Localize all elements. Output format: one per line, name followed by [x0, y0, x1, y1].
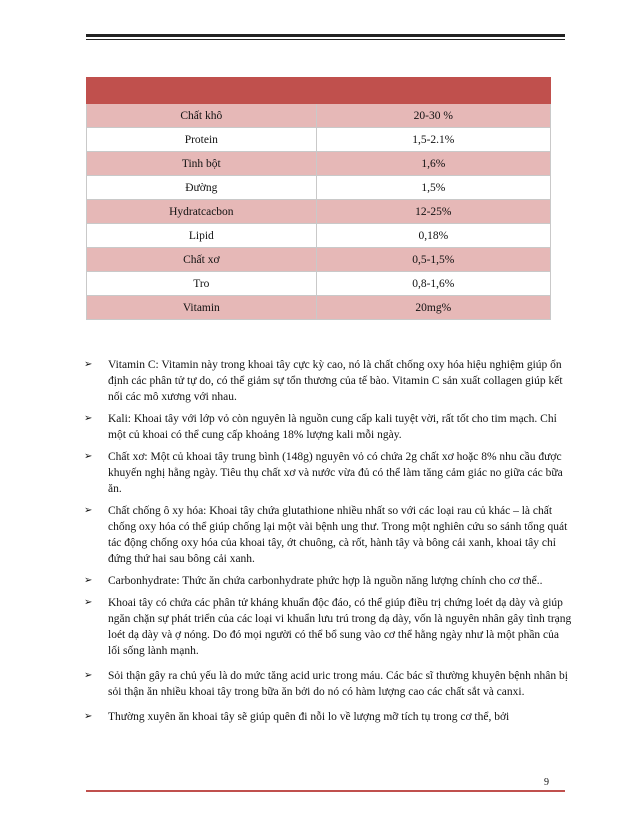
- component-value-cell: 1,5%: [316, 176, 550, 200]
- page-number: 9: [544, 777, 549, 788]
- header-rule: [86, 34, 565, 37]
- table-row: [87, 200, 551, 224]
- component-name-cell: Chất khô: [87, 104, 317, 128]
- table-row: [87, 272, 551, 296]
- component-value-cell: 1,5-2.1%: [316, 128, 550, 152]
- bullet-text: Carbonhydrate: Thức ăn chứa carbonhydrate phức hợp là nguồn năng lượng chính cho cơ thể..: [108, 575, 543, 587]
- list-item: [84, 503, 572, 567]
- table-row: [87, 296, 551, 320]
- component-name-cell: Vitamin: [87, 296, 317, 320]
- component-name-cell: Tinh bột: [87, 152, 317, 176]
- component-value-cell: 12-25%: [316, 200, 550, 224]
- component-name-cell: Lipid: [87, 224, 317, 248]
- arrow-bullet-icon: ➢: [84, 597, 93, 608]
- component-value-cell: 1,6%: [316, 152, 550, 176]
- component-name-cell: Protein: [87, 128, 317, 152]
- bullet-text: Chất xơ: Một củ khoai tây trung bình (148g) nguyên vỏ có chứa 2g chất xơ hoặc 8% nhu cầu được khuyến nghị hằng ngày. Tiêu thụ chất xơ và nước vừa đủ có thể làm tăng cảm giác no giữa các bữa ăn.: [108, 451, 563, 495]
- bullet-text: Thường xuyên ăn khoai tây sẽ giúp quên đi nỗi lo về lượng mỡ tích tụ trong cơ thể, bởi: [108, 711, 510, 723]
- component-value-cell: 0,8-1,6%: [316, 272, 550, 296]
- list-item: [84, 595, 572, 659]
- list-item: [84, 357, 572, 405]
- bullet-text: Vitamin C: Vitamin này trong khoai tây cực kỳ cao, nó là chất chống oxy hóa hiệu nghiệm giúp ổn định các phân tử tự do, có thể giảm sự tổn thương của tế bào. Vitamin C sản xuất collagen giúp kết nối các mô xương với nhau.: [108, 359, 563, 403]
- component-name-cell: Chất xơ: [87, 248, 317, 272]
- list-item: [84, 449, 572, 497]
- arrow-bullet-icon: ➢: [84, 670, 93, 681]
- table-row: [87, 128, 551, 152]
- bullet-text: Sỏi thận gây ra chủ yếu là do mức tăng acid uric trong máu. Các bác sĩ thường khuyên bệnh nhân bị sỏi thận ăn nhiều khoai tây trong bữa ăn bởi do nó có hàm lượng cao các chất sắt và canxi.: [108, 670, 568, 698]
- list-item: [84, 668, 572, 700]
- component-name-cell: Tro: [87, 272, 317, 296]
- component-value-cell: 20mg%: [316, 296, 550, 320]
- table-row: [87, 176, 551, 200]
- footer-rule: [86, 790, 565, 792]
- nutrition-table: [86, 77, 551, 320]
- list-item: [84, 573, 572, 589]
- table-row: [87, 224, 551, 248]
- header-rule-thin: [86, 39, 565, 40]
- list-item: [84, 709, 572, 725]
- component-value-cell: 0,5-1,5%: [316, 248, 550, 272]
- component-name-cell: Hydratcacbon: [87, 200, 317, 224]
- table-row: [87, 248, 551, 272]
- arrow-bullet-icon: ➢: [84, 451, 93, 462]
- list-item: [84, 411, 572, 443]
- arrow-bullet-icon: ➢: [84, 575, 93, 586]
- bullet-list: [84, 357, 572, 725]
- table-row: [87, 104, 551, 128]
- component-value-cell: 0,18%: [316, 224, 550, 248]
- component-name-cell: Đường: [87, 176, 317, 200]
- arrow-bullet-icon: ➢: [84, 413, 93, 424]
- arrow-bullet-icon: ➢: [84, 711, 93, 722]
- component-value-cell: 20-30 %: [316, 104, 550, 128]
- bullet-text: Kali: Khoai tây với lớp vỏ còn nguyên là nguồn cung cấp kali tuyệt vời, rất tốt cho tim mạch. Chỉ một củ khoai có thể cung cấp khoảng 18% lượng kali mỗi ngày.: [108, 413, 557, 441]
- arrow-bullet-icon: ➢: [84, 359, 93, 370]
- table-header-row: [87, 78, 551, 104]
- table-row: [87, 152, 551, 176]
- bullet-text: Khoai tây có chứa các phân tử kháng khuẩn độc đáo, có thể giúp điều trị chứng loét dạ dày và giúp ngăn chặn sự phát triển của các loại vi khuẩn lưu trú trong dạ dày, vốn là nguyên nhân gây tình trạng loét dạ dày và ợ nóng. Do đó mọi người có thể bổ sung vào cơ thể hằng ngày như là một phần của lối sống lành mạnh.: [108, 597, 572, 657]
- bullet-text: Chất chống ô xy hóa: Khoai tây chứa glutathione nhiều nhất so với các loại rau củ khác – là chất chống oxy hóa có thể giúp chống lại một vài bệnh ung thư. Trong một nghiên cứu so sánh tổng quát tác động chống oxy hóa của khoai tây, ớt chuông, cà rốt, hành tây và bông cải xanh, khoai tây chỉ đứng thứ hai sau bông cải xanh.: [108, 505, 568, 565]
- arrow-bullet-icon: ➢: [84, 505, 93, 516]
